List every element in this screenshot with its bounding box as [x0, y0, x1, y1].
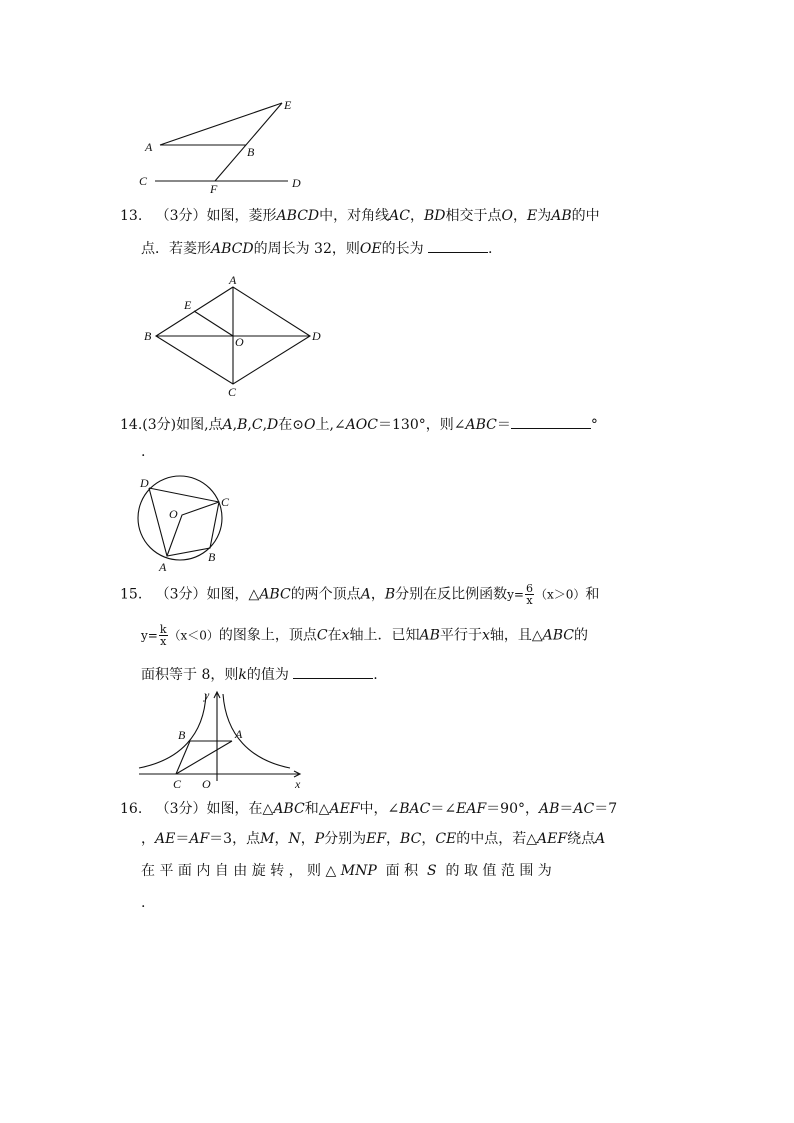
label-A: A: [235, 727, 243, 741]
label-C: C: [173, 777, 182, 791]
q14-line1: 14.(3分)如图,点A,B,C,D在⊙O上,∠AOC＝130°，则∠ABC＝ °: [120, 414, 598, 435]
label-E: E: [184, 298, 192, 312]
fraction-k-over-x: $\frac{k}{x}$: [159, 623, 167, 648]
q13-line1: 13. （3分）如图，菱形ABCD中，对角线AC，BD相交于点O，E为AB的中: [120, 208, 600, 224]
q15-number: 15.: [120, 586, 143, 603]
q16-line1: 16. （3分）如图，在△ABC和△AEF中，∠BAC＝∠EAF＝90°，AB＝AC＝7: [120, 801, 618, 817]
label-O: O: [235, 335, 244, 349]
q15-line3: 面积等于 8，则k的值为 .: [141, 664, 378, 685]
label-A: A: [145, 140, 153, 154]
q16-line3: 在 平 面 内 自 由 旋 转 ， 则 △ MNP 面 积 S 的 取 值 范 围 为: [141, 863, 552, 879]
label-C: C: [221, 495, 230, 509]
label-D: D: [312, 329, 321, 343]
label-E: E: [284, 98, 292, 112]
label-A: A: [229, 273, 237, 287]
q13-number: 13.: [120, 208, 143, 224]
q16-line4: .: [141, 895, 146, 911]
q14-number: 14.: [120, 417, 143, 433]
label-x: x: [295, 777, 301, 791]
label-D: D: [292, 176, 301, 190]
label-C: C: [139, 174, 148, 188]
q16-number: 16.: [120, 801, 143, 817]
label-B: B: [247, 145, 255, 159]
label-B: B: [178, 728, 186, 742]
label-y: y: [204, 688, 210, 702]
q15-line2: y= $\frac{k}{x}$ （x＜0）的图象上，顶点C在x轴上．已知AB平行于x轴，且△ABC的: [141, 623, 589, 648]
label-B: B: [144, 329, 152, 343]
fraction-6-over-x: $\frac{6}{x}$: [525, 582, 533, 607]
label-C: C: [228, 385, 237, 399]
q15-line1: 15. （3分）如图，△ABC的两个顶点A，B分别在反比例函数y= $\frac{6}{x}$ （x＞0）和: [120, 582, 600, 607]
label-O: O: [202, 777, 211, 791]
q14-line2: .: [141, 444, 146, 460]
q13-line2: 点．若菱形ABCD的周长为 32，则OE的长为 .: [141, 238, 492, 259]
label-O: O: [169, 507, 178, 521]
label-D: D: [140, 476, 149, 490]
label-A: A: [159, 560, 167, 574]
label-B: B: [208, 550, 216, 564]
q16-line2: ，AE＝AF＝3，点M，N，P分别为EF，BC，CE的中点，若△AEF绕点A: [141, 831, 606, 847]
label-F: F: [210, 182, 218, 196]
